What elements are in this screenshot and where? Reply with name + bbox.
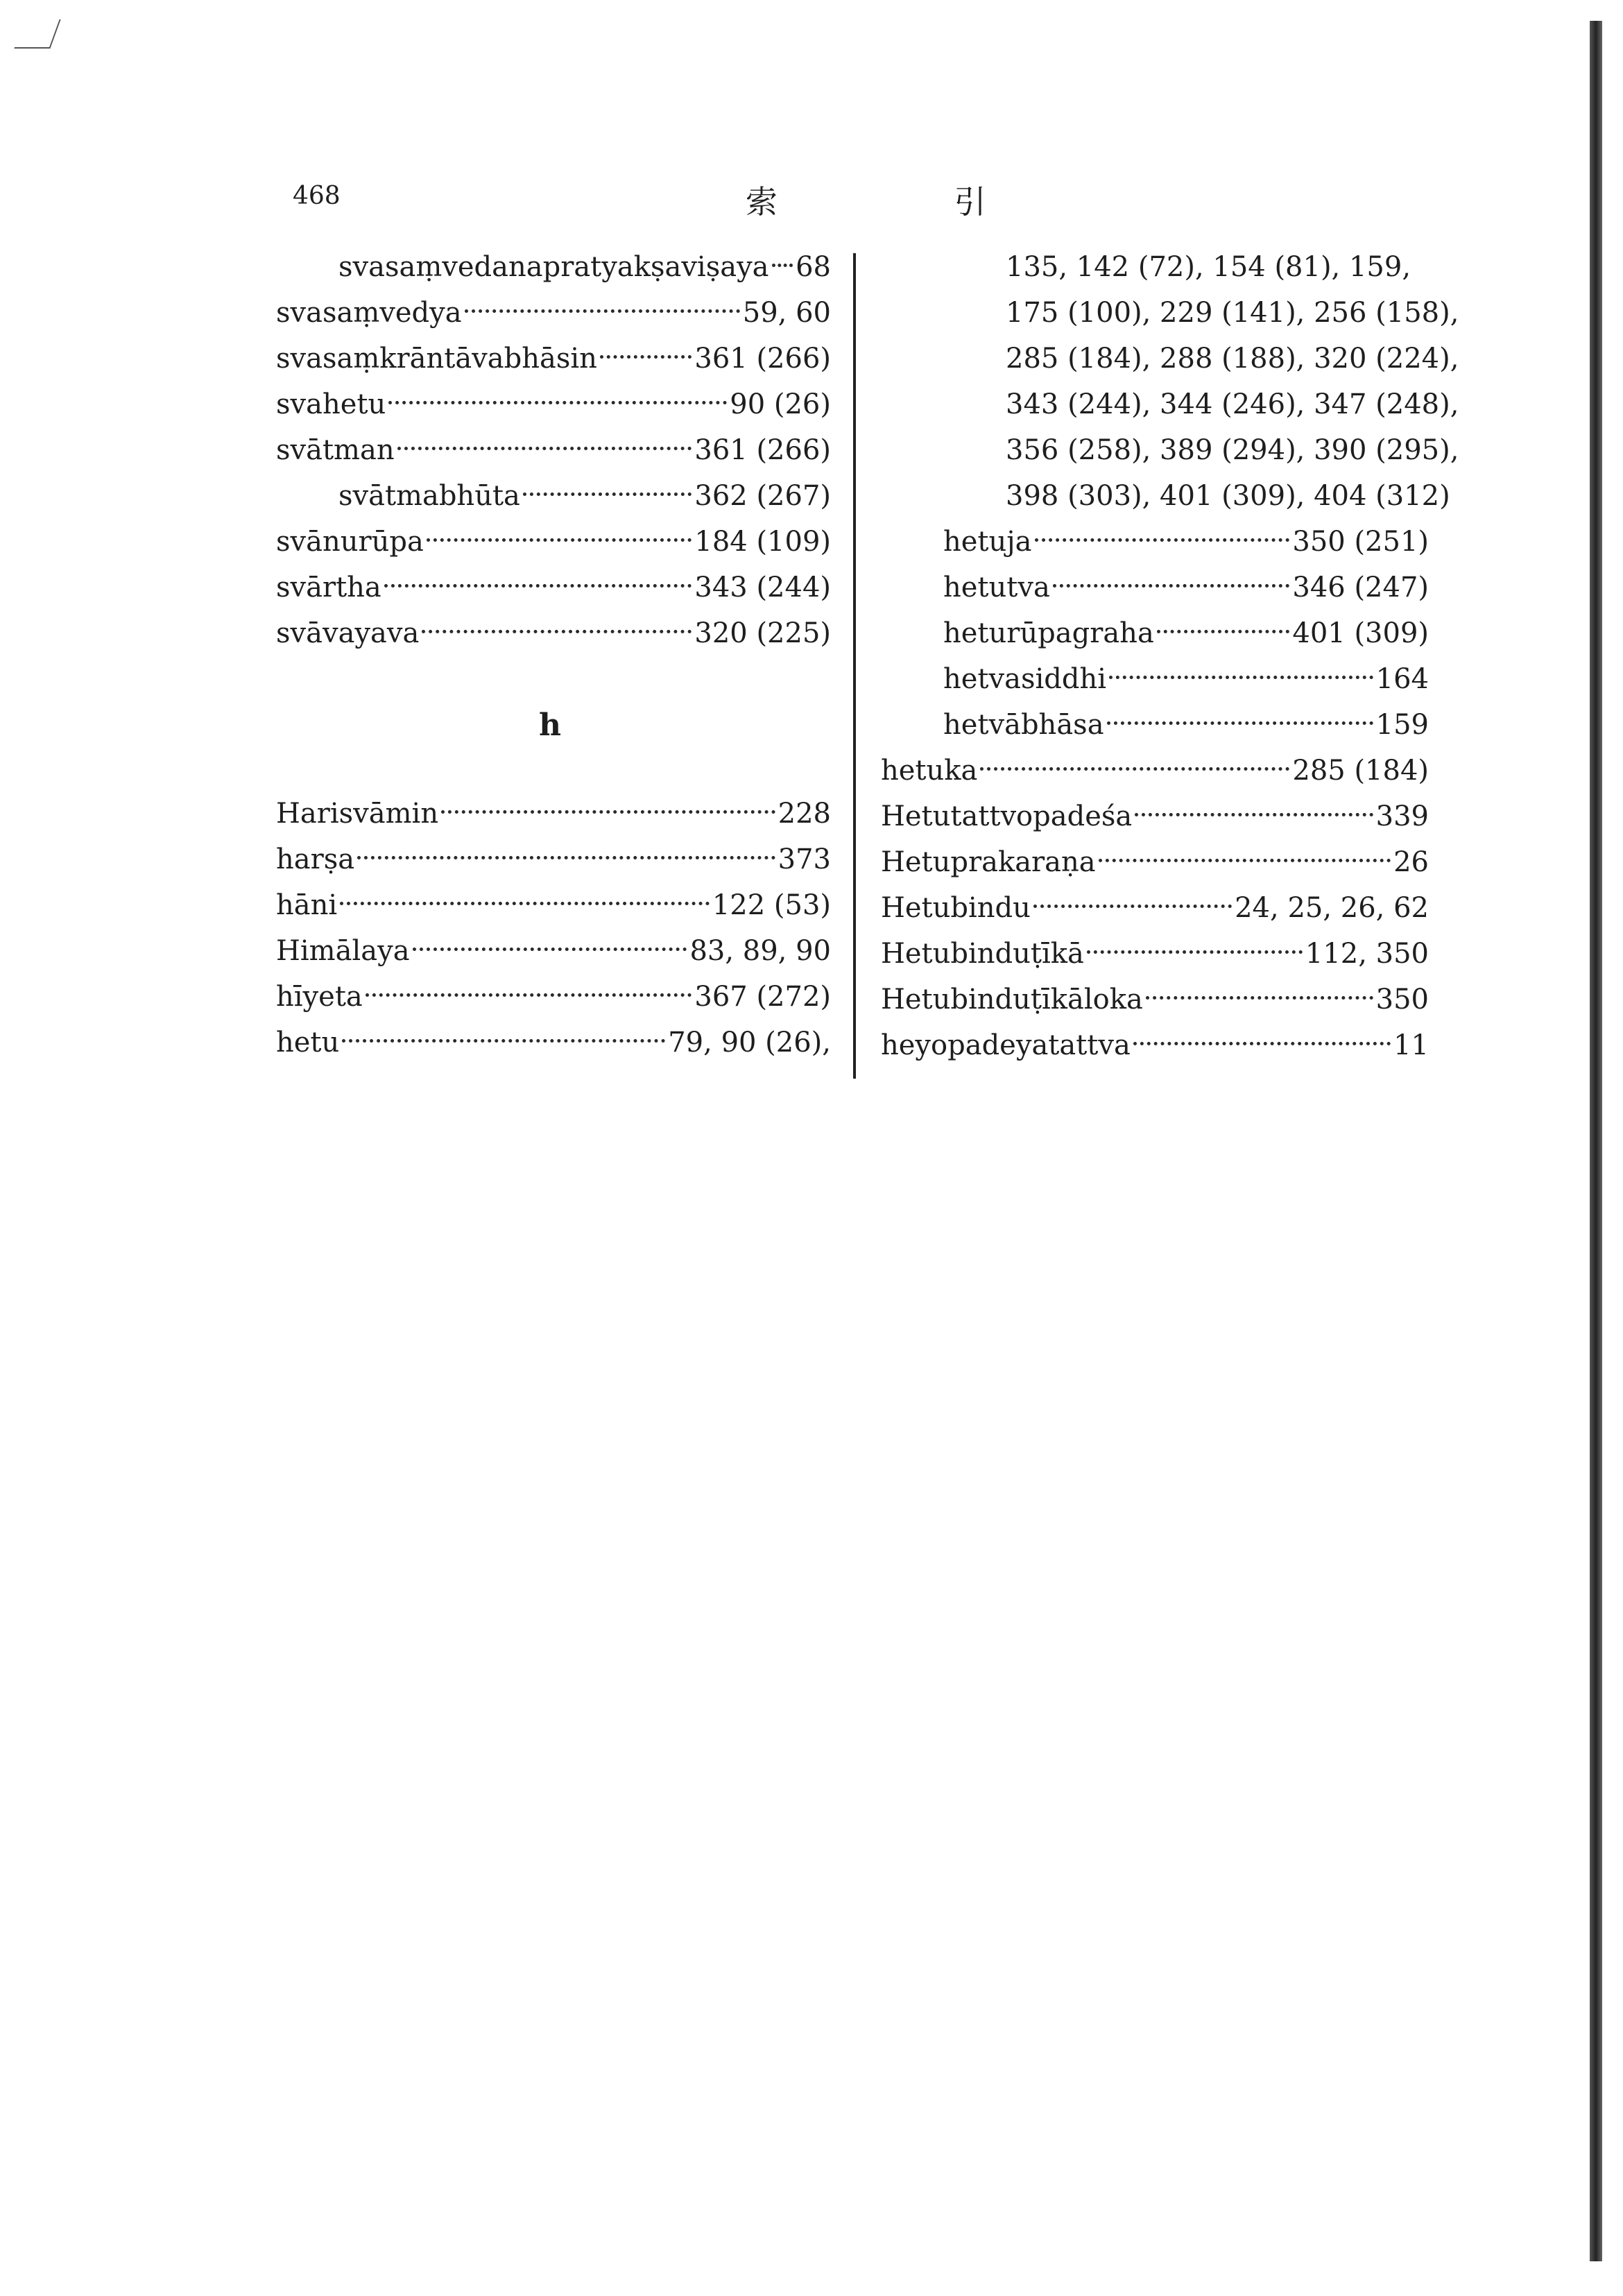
entry-term: svārtha [276, 572, 381, 603]
entry-pages: 11 [1393, 1029, 1429, 1061]
dot-leader [772, 264, 793, 267]
index-entry [881, 891, 1429, 925]
binding-edge [1590, 21, 1602, 2261]
entry-term: svahetu [276, 388, 386, 420]
index-entry [276, 616, 831, 651]
dot-leader [1035, 538, 1290, 542]
index-entry [276, 842, 831, 877]
index-subentry [943, 524, 1429, 559]
continuation-line: 135, 142 (72), 154 (81), 159, [1006, 251, 1411, 283]
index-entry [276, 524, 831, 559]
index-entry [276, 295, 831, 330]
entry-term: svasaṃvedanapratyakṣaviṣaya [338, 251, 769, 283]
entry-term: heyopadeyatattva [881, 1029, 1131, 1061]
dot-leader [413, 948, 687, 951]
index-entry [276, 979, 831, 1014]
index-entry [276, 796, 831, 831]
entry-term: hetuja [943, 526, 1032, 558]
entry-term: hāni [276, 889, 338, 921]
entry-term: Hetuprakaraṇa [881, 846, 1096, 878]
index-entry [881, 845, 1429, 880]
dot-leader [357, 856, 775, 859]
entry-term: Hetubinduṭīkāloka [881, 984, 1143, 1016]
entry-term: hetuka [881, 755, 978, 787]
continuation-line: 285 (184), 288 (188), 320 (224), [1006, 343, 1459, 375]
entry-term: Hetubinduṭīkā [881, 938, 1084, 970]
index-entry [881, 753, 1429, 788]
entry-term: hetutva [943, 572, 1050, 603]
index-subentry [943, 570, 1429, 605]
entry-term: Hetubindu [881, 892, 1031, 924]
index-entry [276, 570, 831, 605]
entry-pages: 184 (109) [694, 526, 831, 558]
index-entry [276, 341, 831, 376]
dot-leader [980, 767, 1289, 771]
entry-term: svātman [276, 434, 395, 466]
dot-leader [1109, 676, 1373, 679]
entry-pages: 112, 350 [1305, 938, 1429, 970]
entry-term: Harisvāmin [276, 798, 439, 830]
entry-term: heturūpagraha [943, 617, 1154, 649]
continuation-line: 356 (258), 389 (294), 390 (295), [1006, 434, 1459, 466]
index-entry [276, 1025, 831, 1060]
entry-pages: 79, 90 (26), [668, 1027, 831, 1059]
running-head: 索 引 [746, 183, 1070, 221]
dot-leader [1033, 905, 1232, 908]
entry-pages: 339 [1375, 800, 1429, 832]
entry-term: svānurūpa [276, 526, 424, 558]
index-entry [881, 799, 1429, 834]
dot-leader [1087, 950, 1303, 954]
entry-pages: 164 [1375, 663, 1429, 695]
dot-leader [465, 309, 740, 313]
entry-term: svasaṃvedya [276, 297, 462, 329]
entry-pages: 83, 89, 90 [689, 935, 831, 967]
index-entry [338, 250, 831, 284]
entry-pages: 68 [796, 251, 831, 283]
entry-term: hīyeta [276, 981, 363, 1013]
dot-leader [366, 993, 692, 997]
dot-leader [600, 355, 692, 359]
entry-term: svasaṃkrāntāvabhāsin [276, 343, 597, 375]
index-entry [276, 387, 831, 422]
continuation-line: 175 (100), 229 (141), 256 (158), [1006, 297, 1459, 329]
dot-leader [1146, 996, 1373, 1000]
dot-leader [427, 538, 692, 542]
dot-leader [441, 810, 775, 814]
entry-term: hetu [276, 1027, 340, 1059]
entry-pages: 350 [1375, 984, 1429, 1016]
index-entry [881, 982, 1429, 1017]
index-entry [276, 888, 831, 923]
entry-term: Himālaya [276, 935, 410, 967]
index-entry [276, 433, 831, 468]
index-entry [881, 936, 1429, 971]
dot-leader [422, 630, 692, 633]
index-subentry [943, 662, 1429, 696]
continuation-line: 343 (244), 344 (246), 347 (248), [1006, 388, 1459, 420]
entry-term: Hetutattvopadeśa [881, 800, 1133, 832]
entry-pages: 401 (309) [1292, 617, 1429, 649]
dot-leader [342, 1039, 665, 1043]
entry-term: svāvayava [276, 617, 420, 649]
entry-pages: 320 (225) [694, 617, 831, 649]
continuation-line: 398 (303), 401 (309), 404 (312) [1006, 480, 1450, 512]
entry-pages: 90 (26) [730, 388, 831, 420]
column-divider [853, 253, 856, 1079]
entry-term: harṣa [276, 843, 355, 875]
entry-term: svātmabhūta [338, 480, 520, 512]
entry-pages: 367 (272) [694, 981, 831, 1013]
entry-pages: 361 (266) [694, 343, 831, 375]
index-subentry [943, 616, 1429, 651]
entry-pages: 26 [1393, 846, 1429, 878]
entry-pages: 346 (247) [1292, 572, 1429, 603]
dot-leader [523, 492, 692, 496]
entry-term: hetvābhāsa [943, 709, 1104, 741]
entry-pages: 361 (266) [694, 434, 831, 466]
section-letter: h [539, 708, 561, 743]
dot-leader [1135, 813, 1373, 816]
entry-pages: 350 (251) [1292, 526, 1429, 558]
entry-pages: 343 (244) [694, 572, 831, 603]
dot-leader [1053, 584, 1290, 588]
entry-pages: 122 (53) [712, 889, 831, 921]
page-number: 468 [293, 182, 341, 210]
dot-leader [340, 902, 710, 905]
dot-leader [1133, 1042, 1391, 1045]
entry-pages: 159 [1375, 709, 1429, 741]
corner-scan-mark [14, 19, 60, 49]
entry-pages: 362 (267) [694, 480, 831, 512]
entry-term: hetvasiddhi [943, 663, 1107, 695]
entry-pages: 373 [778, 843, 831, 875]
entry-pages: 59, 60 [742, 297, 831, 329]
dot-leader [388, 401, 727, 404]
entry-pages: 24, 25, 26, 62 [1235, 892, 1429, 924]
index-entry [881, 1028, 1429, 1063]
index-subentry [943, 708, 1429, 742]
entry-pages: 228 [778, 798, 831, 830]
index-subentry [338, 479, 831, 513]
dot-leader [397, 447, 692, 450]
index-entry [276, 934, 831, 968]
dot-leader [1157, 630, 1290, 633]
dot-leader [1099, 859, 1391, 862]
dot-leader [1107, 721, 1373, 725]
dot-leader [384, 584, 692, 588]
entry-pages: 285 (184) [1292, 755, 1429, 787]
